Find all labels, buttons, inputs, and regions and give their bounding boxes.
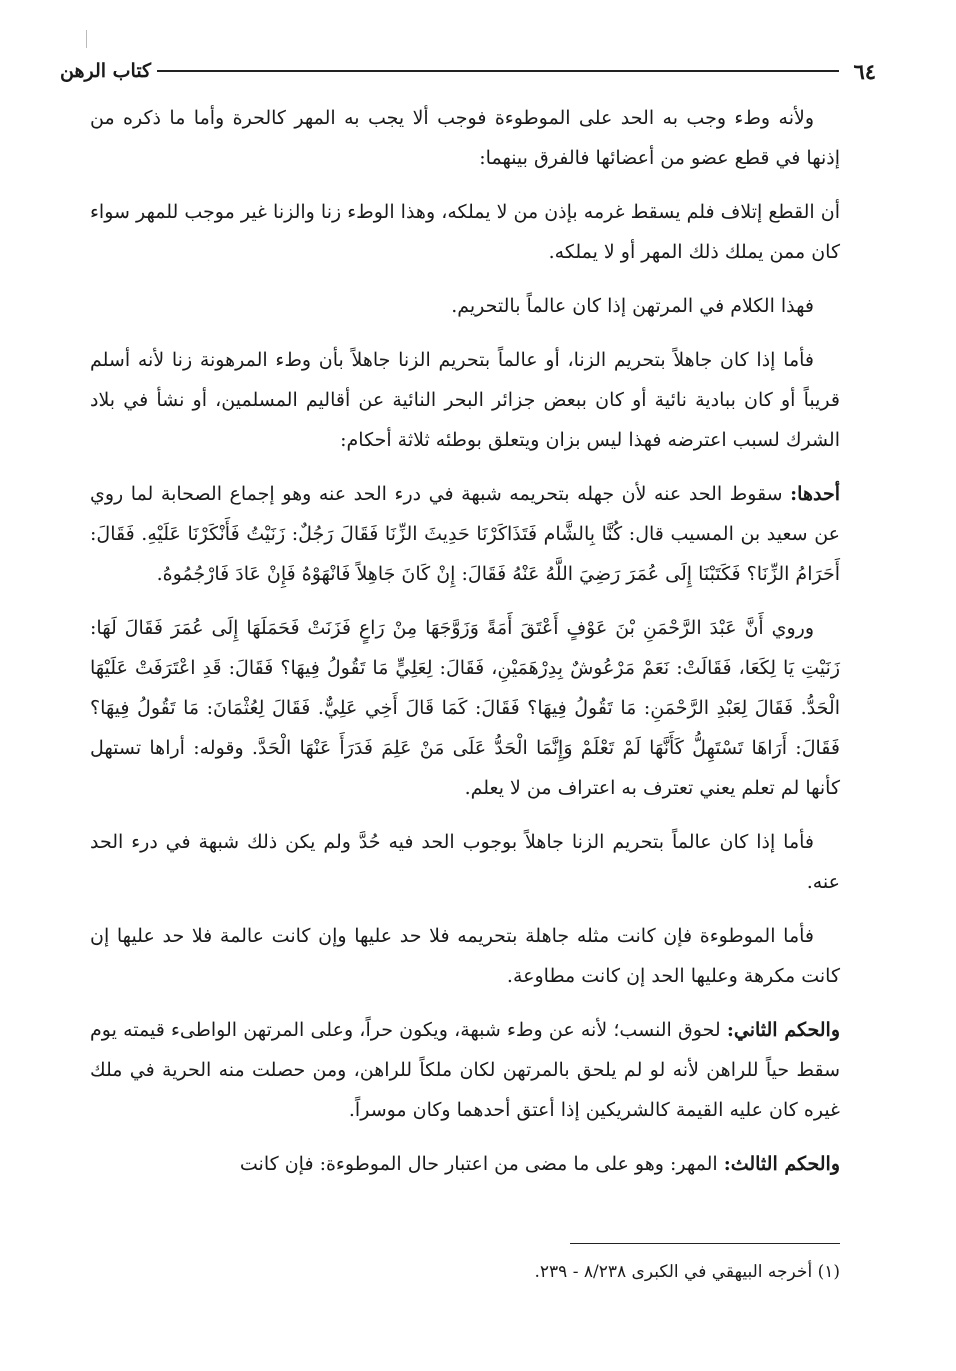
paragraph-ruling-two: والحكم الثاني: لحوق النسب؛ لأنه عن وطء شبهة، ويكون حراً، وعلى المرتهن الواطىء قيمته يوم سقط حياً للراهن لأنه لو لم يلحق بالمرتهن لكان ملكاً للراهن، ومن حصلت منه الحرية في ملك غيره كان عليه القيمة كالشريكين إذا أعتق أحدهما وكان موسراً. xyxy=(90,1019,840,1121)
footnote-marker: (١) xyxy=(817,1262,840,1282)
page-number: ٦٤ xyxy=(853,58,876,84)
paragraph: فهذا الكلام في المرتهن إذا كان عالماً بالتحريم. xyxy=(451,295,814,317)
scan-artifact xyxy=(86,30,87,48)
paragraph: فأما إذا كان جاهلاً بتحريم الزنا، أو عالماً بتحريم الزنا جاهلاً بأن وطء المرهونة زنا لأنه أسلم قريباً أو كان ببادية نائية أو كان ببعض جزائر البحر النائية عن أقاليم المسلمين، أو نشأ في بلاد الشرك لسبب اعترضه فهذا ليس بزان ويتعلق بوطئه ثلاثة أحكام: xyxy=(90,349,840,451)
footnote-text: أخرجه البيهقي في الكبرى ٨/٢٣٨ - ٢٣٩. xyxy=(534,1262,813,1282)
paragraph: وروي أَنَّ عَبْدَ الرَّحْمَنِ بْنَ عَوْفٍ أَعْتَقَ أَمَةً وَزَوَّجَهَا مِنْ رَاعٍ فَزَنَتْ فَحَمَلَهَا إِلَى عُمَرَ فَقَالَ لَهَا: زَنَيْتِ يَا لِكَعَا، فَقَالَتْ: نَعَمْ مَرْعُوشٌ بِدِرْهَمَيْنِ، فَقَالَ: لِعَلِيٍّ مَا تَقُولُ فِيهَا؟ فَقَالَ: قَدِ اعْتَرَفَتْ عَلَيْهَا الْحَدُّ. فَقَالَ لِعَبْدِ الرَّحْمَنِ: مَا تَقُولُ فِيهَا؟ فَقَالَ: كَمَا قَالَ أَخِي عَلِيٌّ. فَقَالَ لِعُثْمَانَ: مَا تَقُولُ فِيهَا؟ فَقَالَ: أَرَاهَا تَسْتَهِلُّ كَأَنَّهَا لَمْ تَعْلَمْ وَإِنَّمَا الْحَدُّ عَلَى مَنْ عَلِمَ فَدَرَأَ عَنْهَا الْحَدَّ. وقوله: أراها تستهل كأنها لم تعلم يعني تعترف به اعتراف من لا يعلم. xyxy=(90,617,840,799)
ruling-heading: والحكم الثالث: xyxy=(723,1153,840,1175)
footnote-rule xyxy=(570,1243,840,1244)
header-rule xyxy=(157,70,839,72)
body-text xyxy=(90,98,840,1198)
paragraph: أن القطع إتلاف فلم يسقط غرمه بإذن من لا يملكه، وهذا الوطء زنا والزنا غير موجب للمهر سواء كان ممن يملك ذلك المهر أو لا يملكه. xyxy=(90,201,840,263)
paragraph: فأما إذا كان عالماً بتحريم الزنا جاهلاً بوجوب الحد فيه حُدَّ ولم يكن ذلك شبهة في درء الحد عنه. xyxy=(90,831,840,893)
ruling-heading: والحكم الثاني: xyxy=(726,1019,840,1041)
paragraph: فأما الموطوءة فإن كانت مثله جاهلة بتحريمه فلا حد عليها وإن كانت عالمة فلا حد عليها إن كانت مكرهة وعليها الحد إن كانت مطاوعة. xyxy=(90,925,840,987)
ruling-heading: أحدها: xyxy=(790,483,840,505)
footnote xyxy=(300,1258,840,1286)
paragraph: ولأنه وطء وجب به الحد على الموطوءة فوجب ألا يجب به المهر كالحرة وأما ما ذكره من إذنها في قطع عضو من أعضائها فالفرق بينهما: xyxy=(90,107,840,169)
paragraph-ruling-one: أحدها: سقوط الحد عنه لأن جهله بتحريمه شبهة في درء الحد عنه وهو إجماع الصحابة لما روي عن سعيد بن المسيب قال: كُنَّا بِالشَّام فَتَذَاكَرْنَا حَدِيثَ الزِّنَا فَقَالَ رَجُلٌ: زَنَيْتُ فَأَنْكَرْنَا عَلَيْهِ. فَقَالَ: أَحَرَامُ الزِّنَا؟ فَكَتَبْنَا إِلَى عُمَرَ رَضِيَ اللَّهُ عَنْهُ فَقَالَ: إِنْ كَانَ جَاهِلاً فَانْهَوْهُ فَإِنْ عَادَ فَارْجُمُوهُ. xyxy=(90,483,840,585)
paragraph-ruling-three: والحكم الثالث: المهر: وهو على ما مضى من اعتبار حال الموطوءة: فإن كانت xyxy=(239,1153,840,1175)
page-header xyxy=(60,54,876,88)
book-title: كتاب الرهن xyxy=(60,60,152,82)
